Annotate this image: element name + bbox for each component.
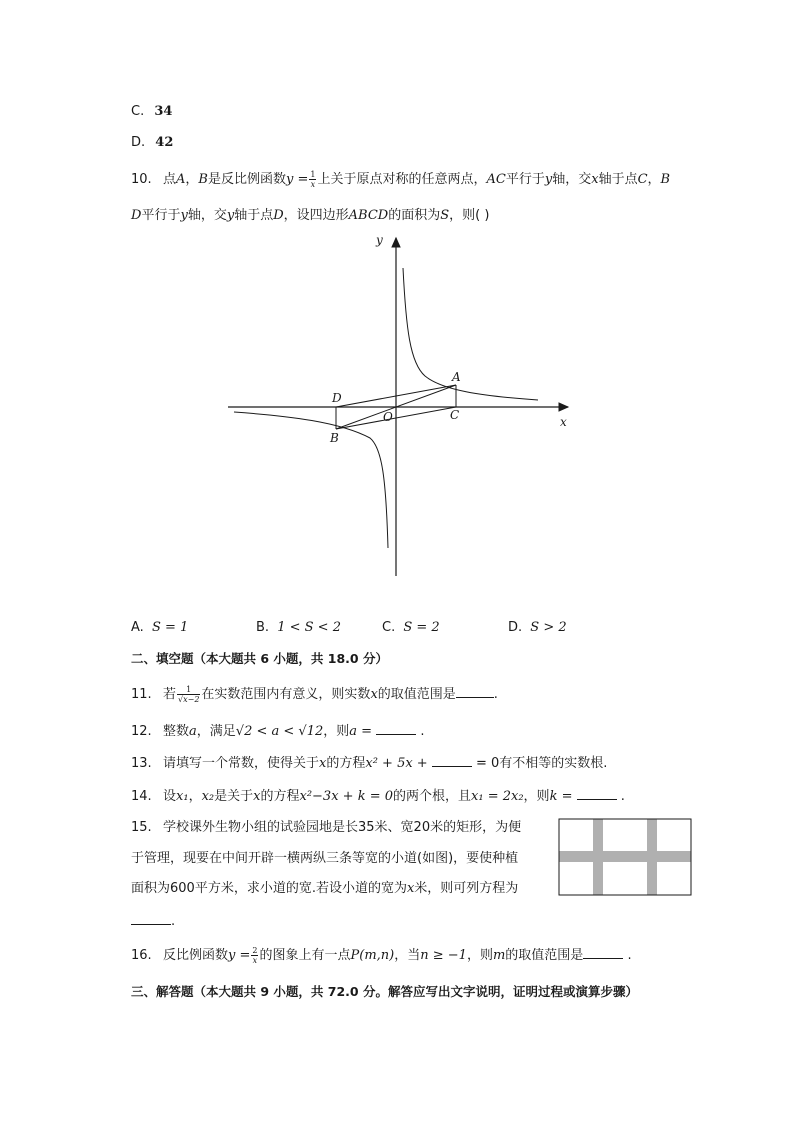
- fraction: $\frac{2}{x}$: [252, 946, 258, 965]
- garden-figure: [558, 818, 692, 898]
- label-a: A: [452, 370, 461, 384]
- fraction: $\frac{1}{√x-2}$: [178, 685, 200, 704]
- q14: 14. 设x₁，x₂是关于x的方程x²−3x + k = 0的两个根，且x₁ = 2x₂，则k = .: [131, 789, 625, 804]
- label-x: x: [560, 415, 567, 429]
- label-b: B: [330, 431, 339, 445]
- q13: 13. 请填写一个常数，使得关于x的方程x² + 5x + = 0有不相等的实数根.: [131, 756, 608, 771]
- q15-line4: .: [131, 912, 175, 931]
- q15-line1: 15. 学校课外生物小组的试验园地是长35米、宽20米的矩形，为便: [131, 820, 522, 835]
- path-vertical-1: [593, 819, 603, 895]
- q11: 11. 若 $\frac{1}{√x-2}$ 在实数范围内有意义，则实数x的取值范围是 .: [131, 685, 498, 704]
- label-c: C: [450, 408, 460, 422]
- section-3-heading: 三、解答题（本大题共 9 小题，共 72.0 分。解答应写出文字说明，证明过程或演算步骤）: [131, 984, 638, 999]
- option-d-prev: D. 42: [131, 135, 174, 150]
- hyperbola-branch-1: [403, 268, 538, 400]
- answer-blank[interactable]: [456, 685, 494, 698]
- hyperbola-figure: [220, 228, 580, 580]
- q16: 16. 反比例函数y = $\frac{2}{x}$ 的图象上有一点P(m,n)，当n ≥ −1，则m的取值范围是 .: [131, 946, 632, 965]
- choice-c[interactable]: C. S = 2: [382, 620, 440, 635]
- path-horizontal: [559, 851, 691, 862]
- fraction: $\frac{1}{x}$: [310, 170, 316, 189]
- path-vertical-2: [647, 819, 657, 895]
- q15-line3: 面积为600平方米，求小道的宽.若设小道的宽为x米，则可列方程为: [131, 881, 519, 896]
- choice-a[interactable]: A. S = 1: [131, 620, 189, 635]
- answer-blank[interactable]: [131, 912, 171, 925]
- q10-line1: 10. 点A，B是反比例函数y = $\frac{1}{x}$ 上关于原点对称的任意两点，AC平行于y轴，交x轴于点C，B: [131, 170, 671, 189]
- answer-blank[interactable]: [583, 946, 623, 959]
- q15-line2: 于管理，现要在中间开辟一横两纵三条等宽的小道(如图)，要使种植: [131, 851, 519, 866]
- answer-blank[interactable]: [432, 754, 472, 767]
- label-o: O: [383, 410, 393, 424]
- q10-line2: D平行于y轴，交y轴于点D，设四边形ABCD的面积为S，则( ): [131, 208, 490, 223]
- hyperbola-branch-2: [234, 412, 388, 548]
- label-d: D: [332, 391, 342, 405]
- choice-b[interactable]: B. 1 < S < 2: [256, 620, 341, 635]
- option-c-prev: C. 34: [131, 104, 173, 119]
- q12: 12. 整数a，满足√2 < a < √12，则a = .: [131, 724, 425, 739]
- label-y: y: [376, 233, 383, 247]
- choice-d[interactable]: D. S > 2: [508, 620, 567, 635]
- answer-blank[interactable]: [577, 787, 617, 800]
- answer-blank[interactable]: [376, 722, 416, 735]
- section-2-heading: 二、填空题（本大题共 6 小题，共 18.0 分）: [131, 651, 388, 666]
